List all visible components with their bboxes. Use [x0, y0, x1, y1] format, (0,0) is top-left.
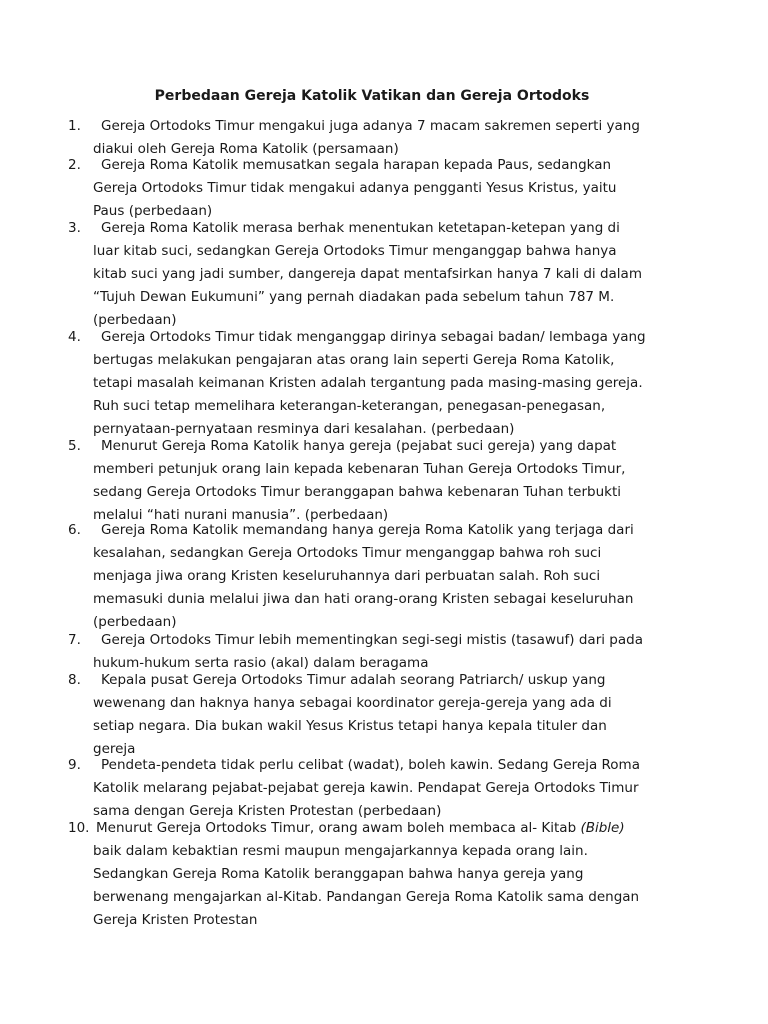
- list-item-line: Gereja Roma Katolik memandang hanya gereja Roma Katolik yang terjaga dari: [101, 522, 634, 538]
- list-item-line: Kepala pusat Gereja Ortodoks Timur adalah seorang Patriarch/ uskup yang: [101, 672, 606, 688]
- list-item-line: sedang Gereja Ortodoks Timur beranggapan bahwa kebenaran Tuhan terbukti: [93, 484, 622, 500]
- list-item-line: Menurut Gereja Roma Katolik hanya gereja (pejabat suci gereja) yang dapat: [101, 438, 617, 454]
- list-item-line: wewenang dan haknya hanya sebagai koordinator gereja-gereja yang ada di: [93, 695, 612, 711]
- list-item-line: memasuki dunia melalui jiwa dan hati orang-orang Kristen sebagai keseluruhan: [93, 591, 634, 607]
- list-item-line: menjaga jiwa orang Kristen keseluruhannya dari perbuatan salah. Roh suci: [93, 568, 601, 584]
- list-item-line: berwenang mengajarkan al-Kitab. Pandangan Gereja Roma Katolik sama dengan: [93, 889, 640, 905]
- list-item-line: Sedangkan Gereja Roma Katolik beranggapan bahwa hanya gereja yang: [93, 866, 584, 882]
- list-item-number: 5.: [68, 438, 81, 454]
- list-item-line: tetapi masalah keimanan Kristen adalah tergantung pada masing-masing gereja.: [93, 375, 643, 391]
- list-item-line: kesalahan, sedangkan Gereja Ortodoks Timur menganggap bahwa roh suci: [93, 545, 602, 561]
- list-item-line: Gereja Kristen Protestan: [93, 912, 258, 928]
- list-item-number: 4.: [68, 329, 81, 345]
- list-item-line: bertugas melakukan pengajaran atas orang lain seperti Gereja Roma Katolik,: [93, 352, 615, 368]
- list-item-line: Gereja Roma Katolik merasa berhak menentukan ketetapan-ketepan yang di: [101, 220, 620, 236]
- list-item-line: Menurut Gereja Ortodoks Timur, orang awam boleh membaca al- Kitab (Bible): [96, 820, 625, 836]
- list-item-line: Ruh suci tetap memelihara keterangan-keterangan, penegasan-penegasan,: [93, 398, 606, 414]
- list-item-number: 8.: [68, 672, 81, 688]
- list-item-line: gereja: [93, 741, 136, 757]
- list-item-line: Katolik melarang pejabat-pejabat gereja kawin. Pendapat Gereja Ortodoks Timur: [93, 780, 639, 796]
- list-item-line: “Tujuh Dewan Eukumuni” yang pernah diadakan pada sebelum tahun 787 M.: [93, 289, 615, 305]
- list-item-line: Gereja Ortodoks Timur tidak menganggap dirinya sebagai badan/ lembaga yang: [101, 329, 646, 345]
- list-item-line: pernyataan-pernyataan resminya dari kesalahan. (perbedaan): [93, 421, 515, 437]
- list-item-number: 9.: [68, 757, 81, 773]
- list-item-line: Gereja Ortodoks Timur lebih mementingkan segi-segi mistis (tasawuf) dari pada: [101, 632, 643, 648]
- list-item-line: hukum-hukum serta rasio (akal) dalam beragama: [93, 655, 429, 671]
- list-item-line: memberi petunjuk orang lain kepada kebenaran Tuhan Gereja Ortodoks Timur,: [93, 461, 626, 477]
- list-item-number: 7.: [68, 632, 81, 648]
- list-item-line: Paus (perbedaan): [93, 203, 213, 219]
- list-item-line: (perbedaan): [93, 312, 177, 328]
- list-item-line: Pendeta-pendeta tidak perlu celibat (wadat), boleh kawin. Sedang Gereja Roma: [101, 757, 640, 773]
- list-item-line: diakui oleh Gereja Roma Katolik (persamaan): [93, 141, 399, 157]
- list-item-number: 2.: [68, 157, 81, 173]
- document-title: Perbedaan Gereja Katolik Vatikan dan Gereja Ortodoks: [154, 88, 590, 104]
- list-item-number: 3.: [68, 220, 81, 236]
- list-item-number: 10.: [68, 820, 90, 836]
- list-item-line: kitab suci yang jadi sumber, dangereja dapat mentafsirkan hanya 7 kali di dalam: [93, 266, 642, 282]
- list-item-line: baik dalam kebaktian resmi maupun mengajarkannya kepada orang lain.: [93, 843, 588, 859]
- list-item-line: (perbedaan): [93, 614, 177, 630]
- list-item-line: sama dengan Gereja Kristen Protestan (perbedaan): [93, 803, 442, 819]
- list-item-number: 1.: [68, 118, 81, 134]
- list-item-line: Gereja Ortodoks Timur tidak mengakui adanya pengganti Yesus Kristus, yaitu: [93, 180, 617, 196]
- list-item-line: luar kitab suci, sedangkan Gereja Ortodoks Timur menganggap bahwa hanya: [93, 243, 617, 259]
- list-item-line: melalui “hati nurani manusia”. (perbedaan): [93, 507, 389, 523]
- list-item-line: setiap negara. Dia bukan wakil Yesus Kristus tetapi hanya kepala tituler dan: [93, 718, 607, 734]
- list-item-number: 6.: [68, 522, 81, 538]
- list-item-line: Gereja Roma Katolik memusatkan segala harapan kepada Paus, sedangkan: [101, 157, 612, 173]
- list-item-line: Gereja Ortodoks Timur mengakui juga adanya 7 macam sakremen seperti yang: [101, 118, 640, 134]
